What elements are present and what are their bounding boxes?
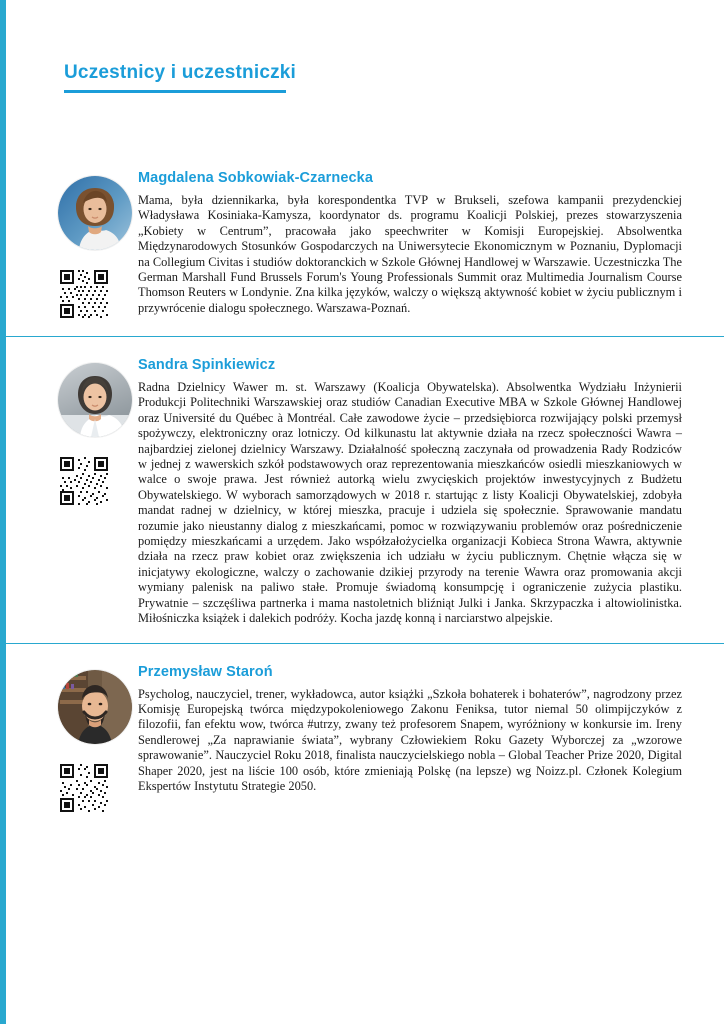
qr-code bbox=[58, 268, 110, 320]
participants-list bbox=[0, 150, 724, 830]
page-title: Uczestnicy i uczestniczki bbox=[64, 62, 297, 83]
entry-text-column bbox=[138, 658, 724, 795]
avatar bbox=[58, 176, 132, 250]
entry-text-column bbox=[138, 164, 724, 316]
participant-name: Magdalena Sobkowiak-Czarnecka bbox=[138, 170, 373, 186]
qr-code bbox=[58, 455, 110, 507]
avatar bbox=[58, 670, 132, 744]
entry-media-column bbox=[0, 658, 138, 814]
participant-bio: Mama, była dziennikarka, była korespondentka TVP w Brukseli, szefowa kampanii prezydenckiej Władysława Kosiniaka-Kamysza, koordynator ds. programu Koalicji Polskiej, prezes stowarzyszenia „Kobiety w Centrum”, pracowała jako speechwriter w Komisji Europejskiej. Absolwentka Międzynarodowych Stosunków Gospodarczych na Uniwersytecie Ekonomicznym w Poznaniu, Dyplomacji na Collegium Civitas i studiów doktoranckich w Szkole Głównej Handlowej w Warszawie. Uczestniczka The German Marshall Fund Brussels Forum's Young Professionals Summit oraz Multimedia Journalism Course Thomson Reuters w Londynie. Zna kilka języków, walczy o większą aktywność kobiet w życiu publicznym i przywrócenie dialogu społecznego. Warszawa-Poznań. bbox=[138, 193, 682, 315]
qr-code bbox=[58, 762, 110, 814]
participant-bio: Psycholog, nauczyciel, trener, wykładowca, autor książki „Szkoła bohaterek i bohaterów”, nagrodzony przez Komisję Europejską twórca międzypokoleniowego Zakonu Feniksa, tutor niemal 50 olimpijczyków z filozofii, fan efektu wow, twórca #utrzy, zwany też profesorem Snapem, wyróżniony w konkursie im. Ireny Sendlerowej „Za naprawianie świata”, wybrany Człowiekiem Roku Gazety Wyborczej za „wzorowe sprawowanie”. Nauczyciel Roku 2018, finalista nauczycielskiego nobla – Global Teacher Prize 2020, Digital Shaper 2020, jest na liście 100 osób, które zmieniają Polskę (na lepsze) wg Noizz.pl. Członek Kolegium Ekspertów Instytutu Strategie 2050. bbox=[138, 686, 682, 793]
avatar bbox=[58, 363, 132, 437]
entry-text-column bbox=[138, 351, 724, 627]
list-item bbox=[0, 150, 724, 336]
participant-bio: Radna Dzielnicy Wawer m. st. Warszawy (Koalicja Obywatelska). Absolwentka Wydziału Inżynierii Produkcji Politechniki Warszawskiej oraz studiów Canadian Executive MBA w Szkole Głównej Handlowej oraz Université du Québec à Montréal. Całe zawodowe życie – przedsiębiorca rozwijający polski przemysł spożywczy, elektroniczny oraz lotniczy. Od kilkunastu lat aktywnie działa na rzecz społeczności Wawra – najbardziej zielonej dzielnicy Warszawy. Działalność społeczną zaczynała od prowadzenia Rady Rodziców w jednej z wawerskich szkół podstawowych oraz reprezentowania mieszkańców osiedli mieszkaniowych w walce o swoje prawa. Jest również autorką wielu zwycięskich projektów inwestycyjnych z Budżetu Obywatelskiego. W wyborach samorządowych w 2018 r. startując z listy Koalicji Obywatelskiej, zdobyła mandat radnej w dzielnicy, w której mieszka, pracuje i udziela się społecznie. Sprawowanie mandatu rozumie jako nieustanny dialog z mieszkańcami, pomoc w rozwiązywaniu problemów oraz pośredniczenie pomiędzy mieszkańcami a urzędem. Jako współzałożycielka organizacji Kobieca Strona Wawra, aktywnie działa na rzecz praw kobiet oraz zwiększenia ich udziału w życiu publicznym. Chętnie włącza się w inicjatywy ekologiczne, walczy o zachowanie dzikiej przyrody na terenie Wawra oraz promowania akcji wymiany palenisk na paliwo stałe. Promuje świadomą konsumpcję i ograniczenie zużycia plastiku. Prywatnie – szczęśliwa partnerka i mama nastoletnich bliźniąt Julki i Janka. Skrzypaczka i altowiolinistka. Miłośniczka książek i dalekich podróży. Kocha jazdę konną i narciarstwo alpejskie. bbox=[138, 380, 682, 626]
title-underline bbox=[64, 90, 286, 93]
participant-name: Sandra Spinkiewicz bbox=[138, 357, 276, 373]
entry-media-column bbox=[0, 164, 138, 320]
entry-media-column bbox=[0, 351, 138, 507]
list-item bbox=[0, 644, 724, 830]
list-item bbox=[0, 337, 724, 643]
participant-name: Przemysław Staroń bbox=[138, 663, 273, 680]
